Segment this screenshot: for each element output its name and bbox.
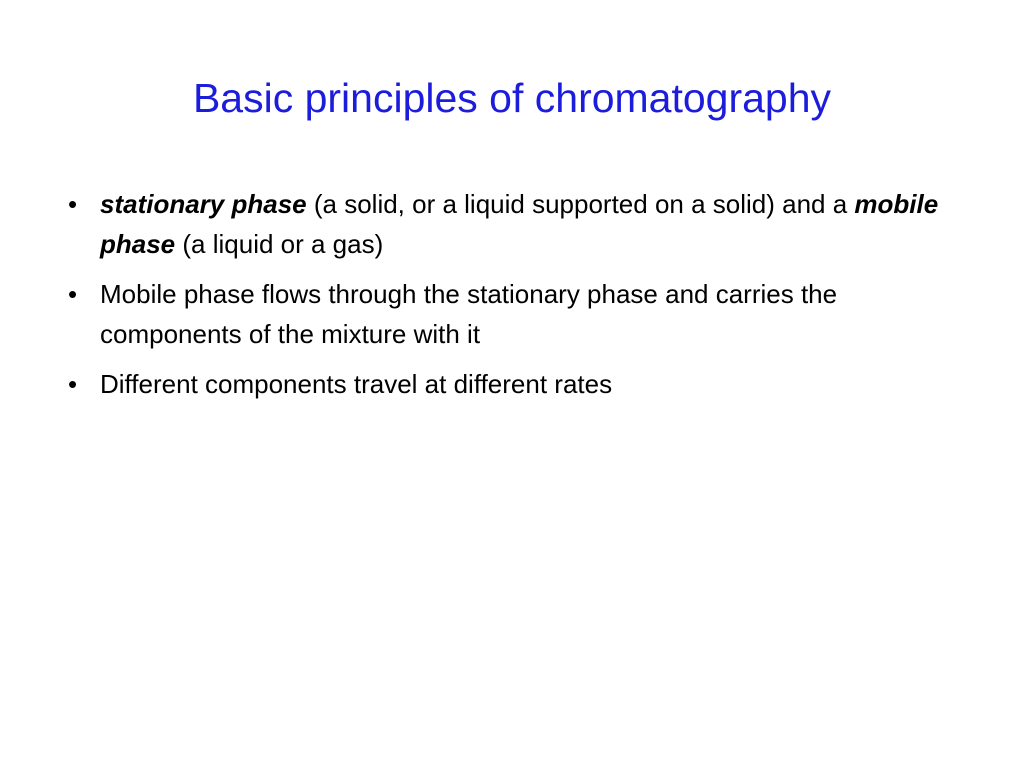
bullet-item-flow [60,274,972,354]
term-mobile-phase: mobile phase [100,189,939,259]
term-stationary-phase: stationary phase [100,189,307,219]
bullet-icon: • [68,369,78,399]
bullet-text: Mobile phase flows through the stationary phase and carries the components of the mixture with it [100,279,838,349]
bullet-icon: • [68,279,78,309]
bullet-text: (a liquid or a gas) [175,229,384,259]
bullet-item-rates [60,364,972,404]
bullet-icon: • [68,189,78,219]
bullet-text: Different components travel at different rates [100,369,613,399]
bullet-list [60,184,972,414]
bullet-text: (a solid, or a liquid supported on a solid) and a [306,189,855,219]
bullet-item-phases [60,184,972,264]
slide-title: Basic principles of chromatography [192,75,832,121]
